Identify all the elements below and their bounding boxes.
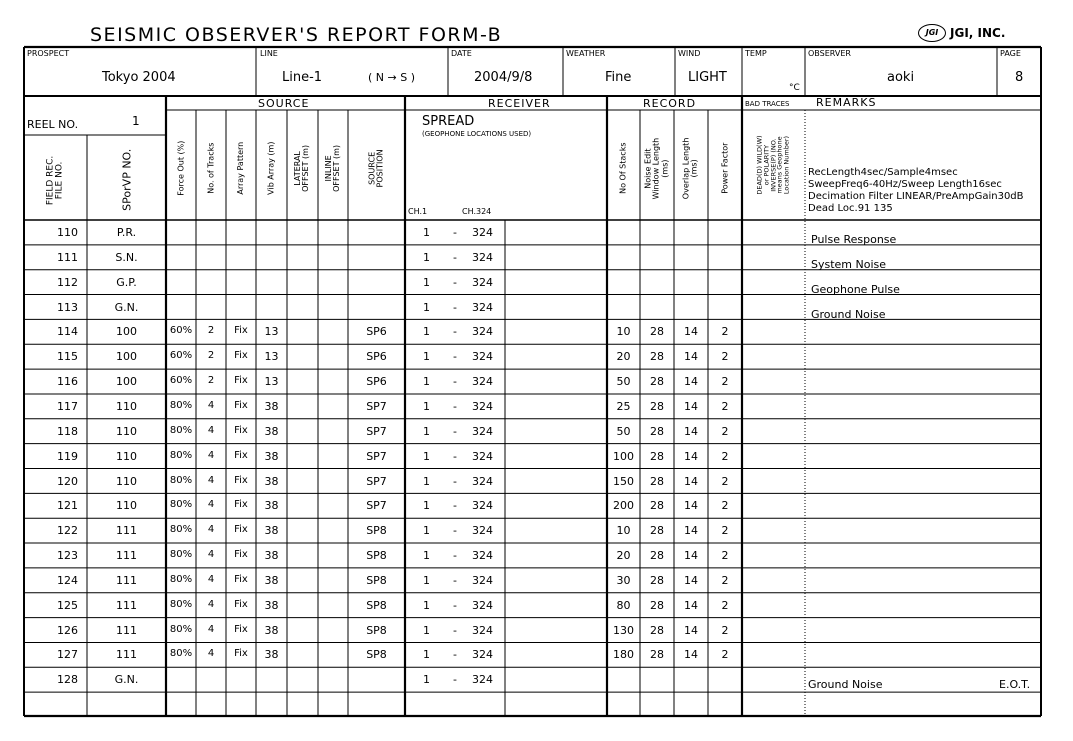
- vib-array-cell: 13: [264, 350, 279, 364]
- sp-vp-cell: 100: [116, 375, 137, 389]
- stacks-cell: 180: [613, 648, 634, 662]
- sp-vp-cell: 111: [116, 573, 137, 587]
- array-pattern-cell: Fix: [234, 623, 248, 635]
- force-out-cell: 60%: [169, 375, 193, 387]
- source-position-cell: SP7: [366, 499, 387, 513]
- power-factor-cell: 2: [721, 449, 729, 463]
- reel-value: 1: [132, 114, 140, 128]
- tracks-cell: 4: [207, 524, 215, 536]
- vib-array-cell: 13: [264, 375, 279, 389]
- power-factor-cell: 2: [721, 399, 729, 413]
- sp-vp-cell: S.N.: [115, 250, 138, 264]
- remarks-header-line: RecLength4sec/Sample4msec: [808, 167, 958, 178]
- force-out-cell: 80%: [169, 549, 193, 561]
- sp-vp-cell: 111: [116, 549, 137, 563]
- line-label: LINE: [260, 49, 278, 58]
- ch-to-cell: 324: [472, 399, 493, 413]
- noise-edit-cell: 28: [650, 524, 664, 538]
- force-out-cell: 80%: [169, 499, 193, 511]
- noise-edit-cell: 28: [650, 598, 664, 612]
- noise-edit-cell: 28: [650, 549, 664, 563]
- sp-vp-cell: 110: [116, 474, 137, 488]
- remark-cell: Geophone Pulse: [811, 282, 900, 296]
- vib-array-cell: 38: [264, 648, 279, 662]
- ch-to-cell: 324: [472, 300, 493, 314]
- source-position-cell: SP8: [366, 524, 387, 538]
- sp-vp-cell: 110: [116, 449, 137, 463]
- source-position-cell: SP7: [366, 474, 387, 488]
- array-pattern-cell: Fix: [234, 499, 248, 511]
- remarks-header-line: SweepFreq6-40Hz/Sweep Length16sec: [808, 179, 1002, 190]
- weather-value: Fine: [605, 70, 632, 85]
- jgi-logo-icon: JGI: [918, 24, 946, 42]
- stacks-header: No Of Stacks: [618, 142, 628, 194]
- force-out-cell: 80%: [169, 524, 193, 536]
- overlap-cell: 14: [684, 648, 698, 662]
- vib-array-cell: 38: [264, 399, 279, 413]
- ch-dash-cell: -: [453, 449, 457, 463]
- vib-array-cell: 38: [264, 449, 279, 463]
- array-pattern-cell: Fix: [234, 474, 248, 486]
- ch-dash-cell: -: [453, 424, 457, 438]
- ch-to-cell: 324: [472, 275, 493, 289]
- ch-from-cell: 1: [423, 226, 430, 239]
- noise-edit-cell: 28: [650, 399, 664, 413]
- inline-offset-header: INLINE OFFSET (m): [323, 144, 341, 192]
- ch-to-cell: 324: [472, 226, 493, 239]
- tracks-cell: 4: [207, 549, 215, 561]
- stacks-cell: 30: [616, 573, 631, 587]
- ch-dash-cell: -: [453, 573, 457, 587]
- ch-to-cell: 324: [472, 573, 493, 587]
- stacks-cell: 130: [613, 623, 634, 637]
- sp-vp-cell: G.P.: [116, 275, 137, 289]
- ch-dash-cell: -: [453, 325, 457, 339]
- source-section-header: SOURCE: [258, 97, 310, 110]
- sp-vp-cell: 110: [116, 399, 137, 413]
- overlap-cell: 14: [684, 375, 698, 389]
- tracks-cell: 2: [207, 350, 215, 362]
- noise-edit-cell: 28: [650, 499, 664, 513]
- stacks-cell: 10: [616, 325, 631, 339]
- overlap-cell: 14: [684, 424, 698, 438]
- file-no-cell: 125: [57, 598, 78, 612]
- tracks-cell: 4: [207, 598, 215, 610]
- ch-from-cell: 1: [423, 424, 430, 438]
- spread-ch-last: CH.324: [462, 207, 492, 216]
- power-factor-cell: 2: [721, 648, 729, 662]
- force-out-cell: 60%: [169, 350, 193, 362]
- file-no-cell: 117: [57, 399, 78, 413]
- overlap-cell: 14: [684, 474, 698, 488]
- force-out-cell: 80%: [169, 424, 193, 436]
- tracks-cell: 2: [207, 325, 215, 337]
- file-no-cell: 120: [57, 474, 78, 488]
- sp-vp-cell: 110: [116, 424, 137, 438]
- ch-dash-cell: -: [453, 250, 457, 264]
- array-pattern-cell: Fix: [234, 375, 248, 387]
- ch-from-cell: 1: [423, 350, 430, 364]
- overlap-cell: 14: [684, 350, 698, 364]
- ch-dash-cell: -: [453, 300, 457, 314]
- field-rec-header: FIELD REC. FILE NO.: [45, 155, 65, 205]
- remark-cell: System Noise: [811, 257, 887, 271]
- weather-label: WEATHER: [566, 49, 606, 58]
- ch-dash-cell: -: [453, 499, 457, 513]
- ch-to-cell: 324: [472, 673, 493, 687]
- sp-vp-cell: 100: [116, 350, 137, 364]
- force-out-cell: 60%: [169, 325, 193, 337]
- array-pattern-cell: Fix: [234, 424, 248, 436]
- noise-edit-cell: 28: [650, 474, 664, 488]
- source-position-cell: SP8: [366, 648, 387, 662]
- ch-to-cell: 324: [472, 524, 493, 538]
- line-direction: ( N → S ): [368, 71, 415, 84]
- file-no-cell: 127: [57, 648, 78, 662]
- sp-vp-cell: 111: [116, 524, 137, 538]
- array-pattern-cell: Fix: [234, 399, 248, 411]
- ch-to-cell: 324: [472, 375, 493, 389]
- wind-label: WIND: [678, 49, 701, 58]
- overlap-cell: 14: [684, 449, 698, 463]
- tracks-cell: 4: [207, 573, 215, 585]
- array-pattern-cell: Fix: [234, 573, 248, 585]
- file-no-cell: 126: [57, 623, 78, 637]
- form-title: SEISMIC OBSERVER'S REPORT FORM-B: [90, 24, 503, 46]
- file-no-cell: 119: [57, 449, 78, 463]
- file-no-cell: 121: [57, 499, 78, 513]
- ch-dash-cell: -: [453, 399, 457, 413]
- tracks-cell: 4: [207, 424, 215, 436]
- file-no-cell: 116: [57, 375, 78, 389]
- observer-value: aoki: [887, 70, 915, 85]
- ch-to-cell: 324: [472, 424, 493, 438]
- sp-vp-cell: G.N.: [114, 300, 139, 314]
- prospect-label: PROSPECT: [27, 49, 70, 58]
- remarks-header-line: Dead Loc.91 135: [808, 203, 893, 214]
- ch-from-cell: 1: [423, 524, 430, 538]
- force-out-cell: 80%: [169, 399, 193, 411]
- ch-from-cell: 1: [423, 648, 430, 662]
- ch-dash-cell: -: [453, 375, 457, 389]
- ch-from-cell: 1: [423, 623, 430, 637]
- tracks-cell: 4: [207, 474, 215, 486]
- force-out-cell: 80%: [169, 573, 193, 585]
- stacks-cell: 80: [616, 598, 631, 612]
- spread-subtitle: (GEOPHONE LOCATIONS USED): [422, 130, 532, 138]
- power-factor-cell: 2: [721, 573, 729, 587]
- file-no-cell: 128: [57, 673, 78, 687]
- ch-to-cell: 324: [472, 549, 493, 563]
- vib-array-cell: 38: [264, 474, 279, 488]
- temp-unit: °C: [789, 83, 800, 93]
- source-position-cell: SP8: [366, 549, 387, 563]
- array-pattern-cell: Fix: [234, 325, 248, 337]
- vib-array-cell: 38: [264, 573, 279, 587]
- power-factor-cell: 2: [721, 375, 729, 389]
- sp-vp-header: SPorVP NO.: [119, 148, 133, 211]
- noise-edit-cell: 28: [650, 623, 664, 637]
- noise-edit-cell: 28: [650, 449, 664, 463]
- stacks-cell: 50: [616, 424, 631, 438]
- company-name: JGI, INC.: [950, 26, 1006, 40]
- array-pattern-cell: Fix: [234, 648, 248, 660]
- remarks-header-line: Decimation Filter LINEAR/PreAmpGain30dB: [808, 191, 1024, 202]
- vib-array-cell: 38: [264, 424, 279, 438]
- file-no-cell: 113: [57, 300, 78, 314]
- ch-from-cell: 1: [423, 325, 430, 339]
- file-no-cell: 114: [57, 325, 78, 339]
- file-no-cell: 115: [57, 350, 78, 364]
- ch-dash-cell: -: [453, 524, 457, 538]
- reel-label: REEL NO.: [27, 118, 79, 131]
- overlap-cell: 14: [684, 549, 698, 563]
- ch-from-cell: 1: [423, 673, 430, 687]
- source-position-cell: SP8: [366, 573, 387, 587]
- overlap-cell: 14: [684, 325, 698, 339]
- ch-from-cell: 1: [423, 549, 430, 563]
- power-factor-header: Power Factor: [719, 142, 729, 194]
- sp-vp-cell: G.N.: [114, 673, 139, 687]
- ch-from-cell: 1: [423, 250, 430, 264]
- bad-traces-header: BAD TRACES: [745, 100, 790, 108]
- vib-array-cell: 38: [264, 524, 279, 538]
- sp-vp-cell: 111: [116, 598, 137, 612]
- array-pattern-cell: Fix: [234, 549, 248, 561]
- vib-array-cell: 38: [264, 499, 279, 513]
- overlap-length-header: Overlap Length (ms): [681, 137, 699, 199]
- power-factor-cell: 2: [721, 598, 729, 612]
- power-factor-cell: 2: [721, 499, 729, 513]
- vib-array-cell: 13: [264, 325, 279, 339]
- source-position-cell: SP7: [366, 424, 387, 438]
- noise-edit-cell: 28: [650, 350, 664, 364]
- tracks-cell: 2: [207, 375, 215, 387]
- ch-to-cell: 324: [472, 325, 493, 339]
- file-no-cell: 123: [57, 549, 78, 563]
- vib-array-header: Vib Array (m): [266, 141, 276, 195]
- power-factor-cell: 2: [721, 524, 729, 538]
- power-factor-cell: 2: [721, 549, 729, 563]
- noise-edit-cell: 28: [650, 573, 664, 587]
- date-label: DATE: [451, 49, 472, 58]
- ch-dash-cell: -: [453, 474, 457, 488]
- array-pattern-cell: Fix: [234, 524, 248, 536]
- source-position-cell: SP6: [366, 325, 387, 339]
- receiver-section-header: RECEIVER: [488, 97, 551, 110]
- tracks-cell: 4: [207, 399, 215, 411]
- source-position-cell: SP6: [366, 350, 387, 364]
- noise-edit-header: Noise Edit Window Length (ms): [643, 137, 670, 199]
- tracks-cell: 4: [207, 499, 215, 511]
- vib-array-cell: 38: [264, 598, 279, 612]
- power-factor-cell: 2: [721, 424, 729, 438]
- ch-to-cell: 324: [472, 623, 493, 637]
- record-section-header: RECORD: [643, 97, 697, 110]
- tracks-header: No. of Tracks: [205, 142, 215, 194]
- file-no-cell: 112: [57, 275, 78, 289]
- array-pattern-cell: Fix: [234, 350, 248, 362]
- line-value: Line-1: [282, 70, 323, 85]
- stacks-cell: 20: [616, 350, 631, 364]
- overlap-cell: 14: [684, 399, 698, 413]
- ch-dash-cell: -: [453, 226, 457, 239]
- overlap-cell: 14: [684, 598, 698, 612]
- power-factor-cell: 2: [721, 474, 729, 488]
- file-no-cell: 124: [57, 573, 78, 587]
- date-value: 2004/9/8: [474, 70, 533, 85]
- stacks-cell: 10: [616, 524, 631, 538]
- remarks-header-lines: [808, 167, 1024, 215]
- array-pattern-cell: Fix: [234, 598, 248, 610]
- overlap-cell: 14: [684, 499, 698, 513]
- vib-array-cell: 38: [264, 623, 279, 637]
- array-pattern-header: Array Pattern: [235, 141, 245, 195]
- temp-label: TEMP: [745, 49, 767, 58]
- tracks-cell: 4: [207, 623, 215, 635]
- tracks-cell: 4: [207, 648, 215, 660]
- file-no-cell: 111: [57, 250, 78, 264]
- source-position-cell: SP6: [366, 375, 387, 389]
- stacks-cell: 150: [613, 474, 634, 488]
- page-label: PAGE: [1000, 49, 1021, 58]
- overlap-cell: 14: [684, 524, 698, 538]
- ch-to-cell: 324: [472, 250, 493, 264]
- file-no-cell: 122: [57, 524, 78, 538]
- lateral-offset-header: LATERAL OFFSET (m): [293, 144, 311, 192]
- sp-vp-cell: 100: [116, 325, 137, 339]
- force-out-header: Force Out (%): [175, 140, 185, 196]
- remark-cell: Pulse Response: [811, 233, 897, 246]
- remark-cell: Ground Noise: [811, 307, 886, 321]
- noise-edit-cell: 28: [650, 375, 664, 389]
- ch-to-cell: 324: [472, 350, 493, 364]
- ch-to-cell: 324: [472, 499, 493, 513]
- ch-dash-cell: -: [453, 598, 457, 612]
- spread-title: SPREAD: [422, 114, 475, 129]
- source-position-cell: SP8: [366, 623, 387, 637]
- ch-from-cell: 1: [423, 598, 430, 612]
- ch-to-cell: 324: [472, 449, 493, 463]
- power-factor-cell: 2: [721, 325, 729, 339]
- file-no-cell: 110: [57, 226, 78, 239]
- ch-dash-cell: -: [453, 648, 457, 662]
- force-out-cell: 80%: [169, 474, 193, 486]
- ch-from-cell: 1: [423, 375, 430, 389]
- overlap-cell: 14: [684, 573, 698, 587]
- ch-from-cell: 1: [423, 499, 430, 513]
- force-out-cell: 80%: [169, 449, 193, 461]
- array-pattern-cell: Fix: [234, 449, 248, 461]
- ch-from-cell: 1: [423, 275, 430, 289]
- source-position-cell: SP7: [366, 399, 387, 413]
- page-value: 8: [1015, 70, 1024, 85]
- ch-dash-cell: -: [453, 350, 457, 364]
- stacks-cell: 100: [613, 449, 634, 463]
- ch-dash-cell: -: [453, 549, 457, 563]
- sp-vp-cell: 110: [116, 499, 137, 513]
- stacks-cell: 25: [616, 399, 631, 413]
- source-position-header: SOURCE POSITION: [367, 148, 385, 187]
- ch-from-cell: 1: [423, 399, 430, 413]
- wind-value: LIGHT: [688, 70, 727, 85]
- sp-vp-cell: P.R.: [116, 226, 137, 239]
- bad-traces-desc-header: DEAD(D) WILD(W) or POLARITY INVERSE(P) (NO. means Geophone Location Number): [755, 135, 791, 195]
- ch-from-cell: 1: [423, 300, 430, 314]
- stacks-cell: 20: [616, 549, 631, 563]
- power-factor-cell: 2: [721, 350, 729, 364]
- ch-dash-cell: -: [453, 673, 457, 687]
- stacks-cell: 50: [616, 375, 631, 389]
- overlap-cell: 14: [684, 623, 698, 637]
- remark-cell: Ground Noise: [808, 678, 883, 692]
- noise-edit-cell: 28: [650, 325, 664, 339]
- source-position-cell: SP7: [366, 449, 387, 463]
- ch-from-cell: 1: [423, 474, 430, 488]
- spread-ch-first: CH.1: [408, 207, 428, 216]
- power-factor-cell: 2: [721, 623, 729, 637]
- force-out-cell: 80%: [169, 598, 193, 610]
- prospect-value: Tokyo 2004: [102, 70, 176, 85]
- sp-vp-cell: 111: [116, 623, 137, 637]
- file-no-cell: 118: [57, 424, 78, 438]
- noise-edit-cell: 28: [650, 648, 664, 662]
- ch-from-cell: 1: [423, 573, 430, 587]
- noise-edit-cell: 28: [650, 424, 664, 438]
- ch-dash-cell: -: [453, 275, 457, 289]
- ch-from-cell: 1: [423, 449, 430, 463]
- ch-dash-cell: -: [453, 623, 457, 637]
- observer-label: OBSERVER: [808, 49, 851, 58]
- force-out-cell: 80%: [169, 623, 193, 635]
- sp-vp-cell: 111: [116, 648, 137, 662]
- ch-to-cell: 324: [472, 474, 493, 488]
- stacks-cell: 200: [613, 499, 634, 513]
- ch-to-cell: 324: [472, 598, 493, 612]
- source-position-cell: SP8: [366, 598, 387, 612]
- vib-array-cell: 38: [264, 549, 279, 563]
- remarks-header: REMARKS: [816, 96, 877, 109]
- ch-to-cell: 324: [472, 648, 493, 662]
- remark-end-cell: E.O.T.: [999, 678, 1031, 692]
- tracks-cell: 4: [207, 449, 215, 461]
- force-out-cell: 80%: [169, 648, 193, 660]
